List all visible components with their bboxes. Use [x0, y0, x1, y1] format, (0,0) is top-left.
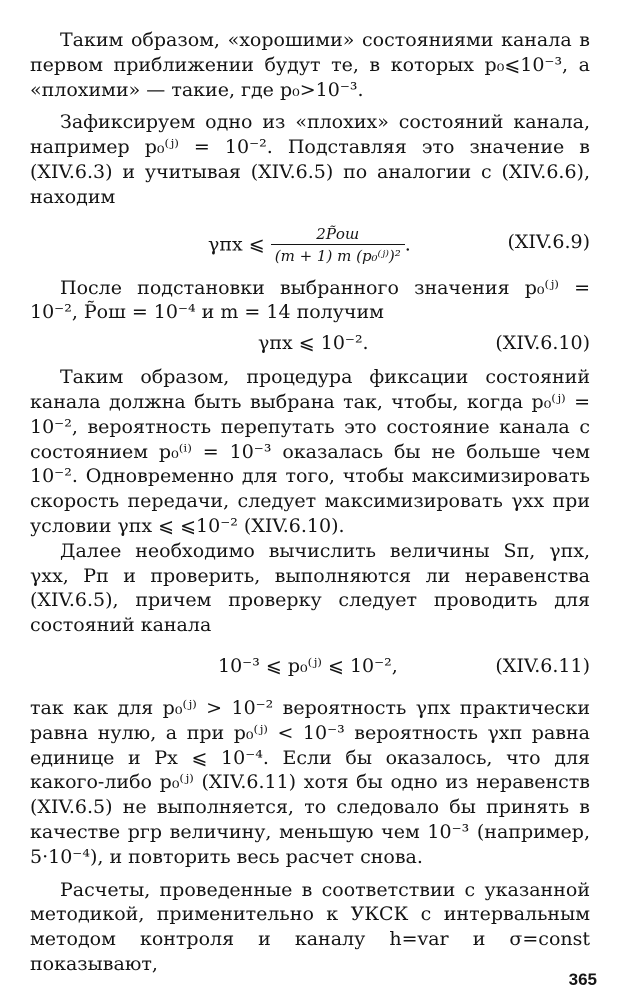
eq3-number: (XIV.6.11) [495, 654, 590, 677]
eq1-denominator: (m + 1) m (p₀⁽ʲ⁾)² [274, 246, 401, 265]
paragraph-fix-bad-state: Зафиксируем одно из «плохих» состояний канала, например p₀⁽ʲ⁾ = 10⁻². Подставляя это значение в (XIV.6.3) и учитывая (XIV.6.5) по аналогии с (XIV.6.6), находим [30, 111, 590, 208]
paragraph-probability: так как для p₀⁽ʲ⁾ > 10⁻² вероятность γпх практически равна нулю, а при p₀⁽ʲ⁾ < 10⁻³ вероятность γхп равна единице и Pх ⩽ 10⁻⁴. Если бы оказалось, что для какого-либо p₀⁽ʲ⁾ (XIV.6.11) хотя бы одно из неравенств (XIV.6.5) не выполняется, то следовало бы принять в качестве pгр величину, меньшую чем 10⁻³ (например, 5·10⁻⁴), и повторить весь расчет снова. [30, 696, 590, 868]
paragraph-compute-values: Далее необходимо вычислить величины Sп, γпх, γxx, Pп и проверить, выполняются ли неравенства (XIV.6.5), причем проверку следует проводить для состояний канала [30, 539, 590, 637]
eq1-tail: . [404, 233, 411, 256]
paragraph-calculations: Расчеты, проведенные в соответствии с указанной методикой, применительно к УКСК с интервальным методом контроля и каналу h=var и σ=const показывают, [30, 878, 590, 975]
page-number: 365 [568, 970, 597, 989]
equation-xiv-6-11 [30, 638, 590, 696]
equation-xiv-6-9 [30, 210, 590, 276]
eq1-numerator: 2P̃ош [271, 224, 405, 245]
eq2-number: (XIV.6.10) [495, 332, 590, 355]
eq1-number: (XIV.6.9) [507, 230, 590, 253]
equation-xiv-6-10 [30, 325, 590, 365]
eq3-body: 10⁻³ ⩽ p₀⁽ʲ⁾ ⩽ 10⁻², [218, 654, 398, 677]
paragraph-substitution: После подстановки выбранного значения p₀⁽ʲ⁾ = 10⁻², P̃ош = 10⁻⁴ и m = 14 получим [30, 276, 590, 324]
paragraph-good-states: Таким образом, «хорошими» состояниями канала в первом приближении будут те, в которых p₀⩽10⁻³, а «плохими» — такие, где p₀>10⁻³. [30, 29, 590, 101]
eq2-body: γпх ⩽ 10⁻². [258, 332, 369, 355]
paragraph-procedure: Таким образом, процедура фиксации состояний канала должна быть выбрана так, чтобы, когда p₀⁽ʲ⁾ = 10⁻², вероятность перепутать это состояние канала с состоянием p₀⁽ⁱ⁾ = 10⁻³ оказалась бы не больше чем 10⁻². Одновременно для того, чтобы максимизировать скорость передачи, следует максимизировать γxx при условии γпх ⩽ ⩽10⁻² (XIV.6.10). [30, 366, 590, 537]
eq1-fraction [271, 224, 405, 267]
eq1-lhs: γпх ⩽ [208, 233, 265, 256]
page-body [30, 28, 590, 977]
